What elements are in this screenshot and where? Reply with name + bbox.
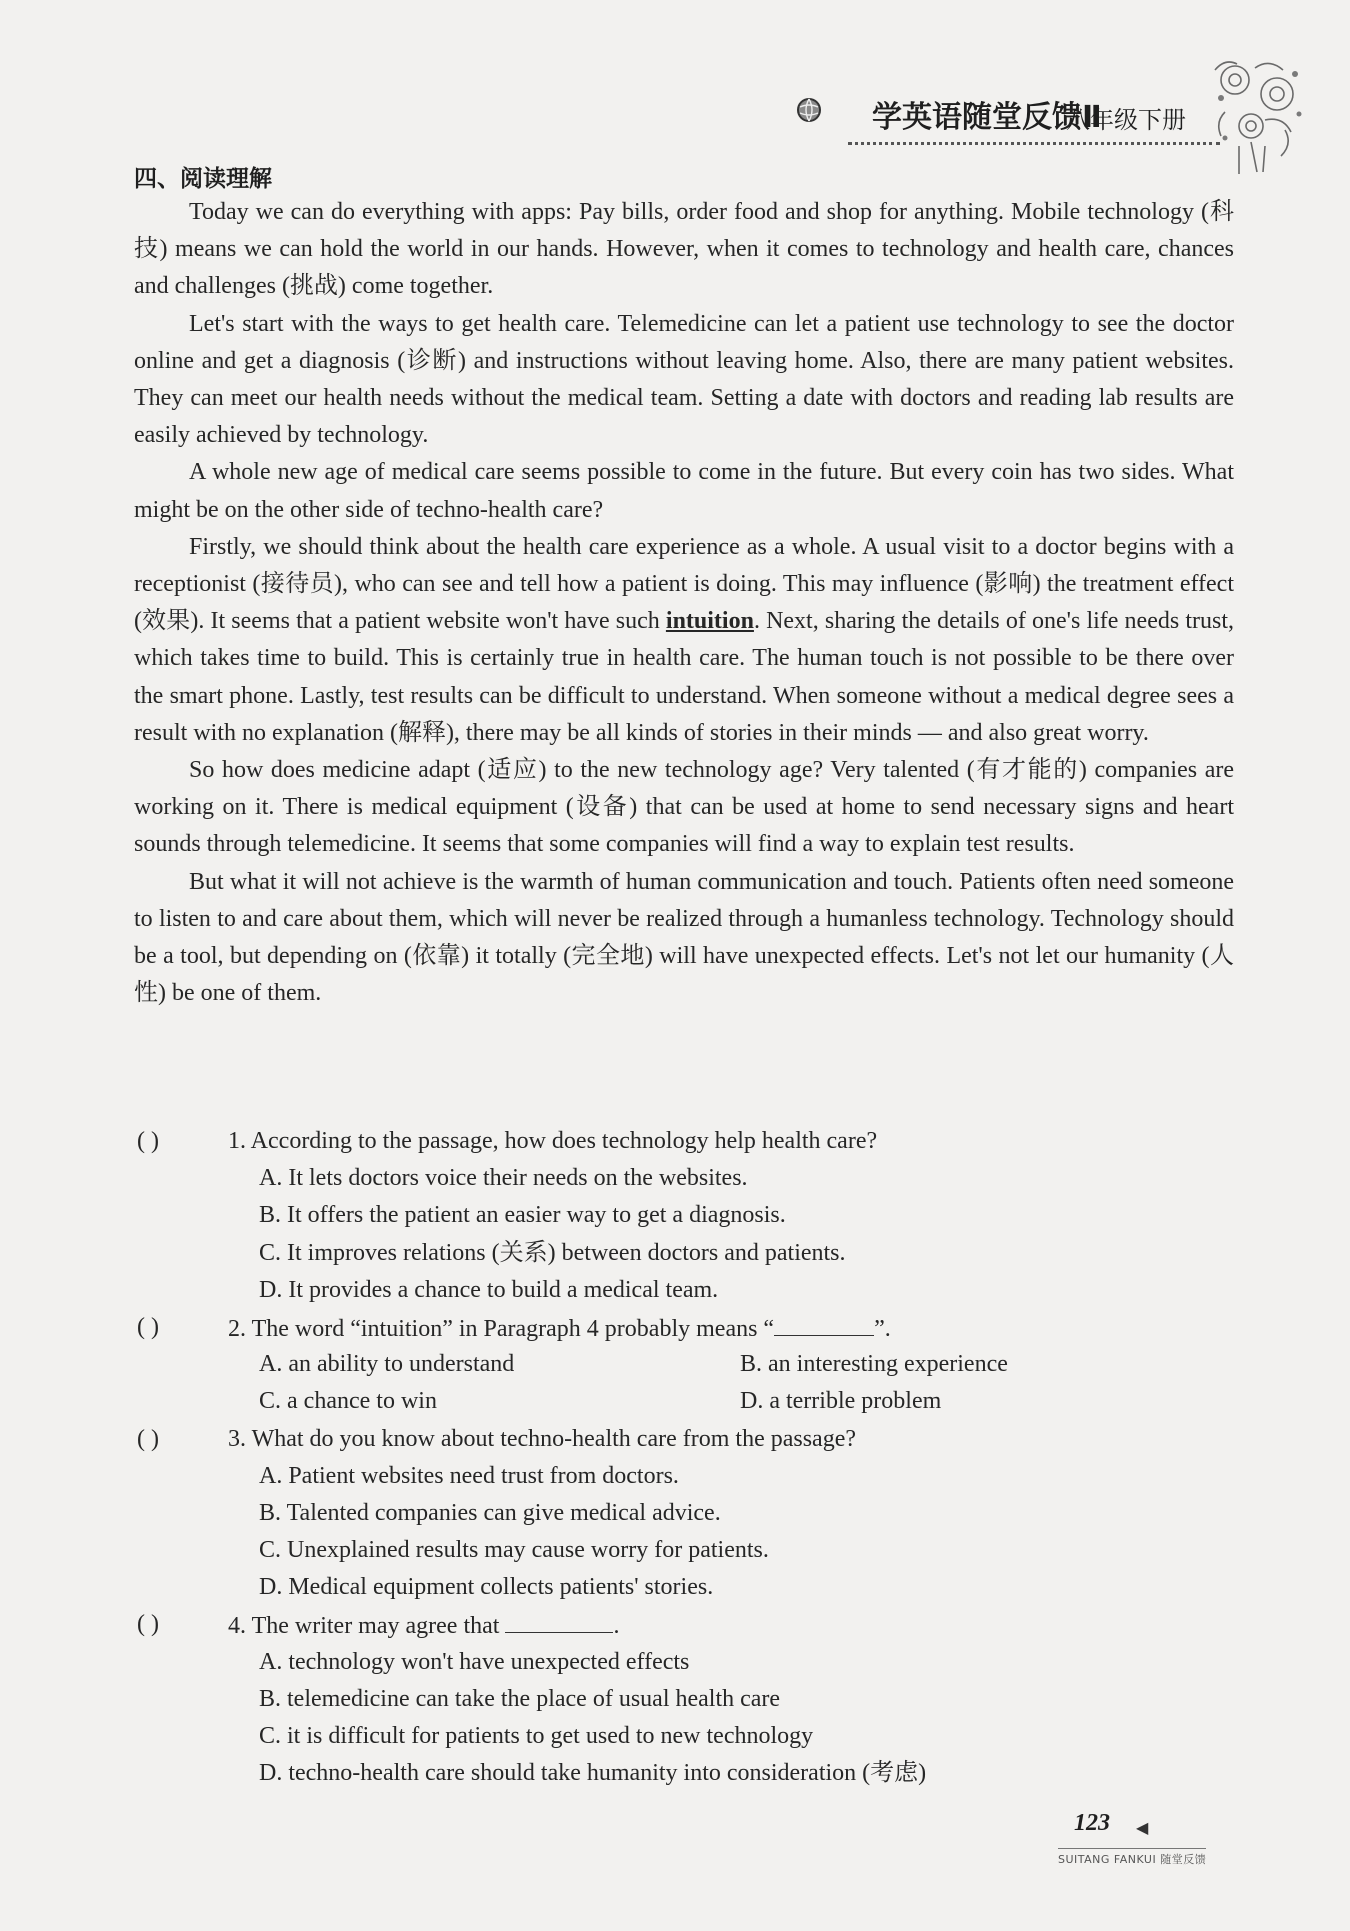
question-2-text — [228, 1309, 891, 1348]
paragraph-4-part-1: Firstly, we should think about the health care experience as a whole. A usual visit to a doctor begins with a receptionist (接待员), who can see and tell how a patient is doing. This may influence (影响) the treatment effect (效果). It seems that a patient website won't have such — [134, 533, 1234, 635]
footer-brand: SUITANG FANKUI 随堂反馈 — [1058, 1848, 1206, 1867]
q2-option-d: D. a terrible problem — [740, 1388, 942, 1415]
passage-paragraph-4 — [134, 529, 1234, 752]
passage-paragraph-6: But what it will not achieve is the warmth of human communication and touch. Patients often need someone to listen to and care about them, which will never be realized through a humanless technology. Technology should be a tool, but depending on (依靠) it totally (完全地) will have unexpected effects. Let's not let our humanity (人性) be one of them. — [134, 868, 1234, 1007]
paragraph-4-part-2: . Next, sharing the details of one's life needs trust, which takes time to build. This is certainly true in health care. The human touch is not possible to be there over the smart phone. Lastly, test results can be difficult to understand. When someone without a medical degree sees a result with no explanation (解释), there may be all kinds of stories in their minds — and also great worry. — [134, 608, 1235, 746]
q4-option-b: B. telemedicine can take the place of usual health care — [259, 1685, 781, 1712]
question-2-text-start: 2. The word “intuition” in Paragraph 4 probably means “ — [228, 1315, 775, 1342]
q2-option-a: A. an ability to understand — [259, 1351, 515, 1378]
grade-label: 八年级下册 — [1066, 106, 1186, 134]
answer-blank-3[interactable]: ( ) — [137, 1425, 159, 1452]
book-title: 学英语随堂反馈Ⅱ — [872, 100, 1102, 135]
question-4-text — [228, 1606, 619, 1645]
header-dotted-divider — [848, 142, 1220, 145]
question-2-text-end: ”. — [874, 1315, 891, 1342]
answer-blank-4[interactable]: ( ) — [137, 1611, 159, 1638]
passage-paragraph-3: A whole new age of medical care seems possible to come in the future. But every coin has two sides. What might be on the other side of techno-health care? — [134, 459, 1234, 523]
question-2 — [134, 1309, 1234, 1346]
flower-decoration-icon — [1195, 50, 1315, 180]
question-4 — [134, 1606, 1234, 1643]
fill-in-blank — [505, 1606, 613, 1633]
answer-blank-1[interactable]: ( ) — [137, 1128, 159, 1154]
q1-option-c: C. It improves relations (关系) between doctors and patients. — [259, 1239, 846, 1266]
q1-option-d: D. It provides a chance to build a medical team. — [259, 1276, 719, 1303]
q1-option-b: B. It offers the patient an easier way to get a diagnosis. — [259, 1202, 786, 1229]
passage-paragraph-5: So how does medicine adapt (适应) to the new technology age? Very talented (有才能的) companies are working on it. There is medical equipment (设备) that can be used at home to send necessary signs and heart sounds through telemedicine. It seems that some companies will find a way to explain test results. — [134, 757, 1234, 858]
question-1 — [134, 1123, 1234, 1160]
q2-option-b: B. an interesting experience — [740, 1351, 1008, 1378]
passage-paragraph-1: Today we can do everything with apps: Pay bills, order food and shop for anything. Mobile technology (科技) means we can hold the world in our hands. However, when it comes to technology and health care, chances and challenges (挑战) come together. — [134, 199, 1234, 300]
question-4-text-start: 4. The writer may agree that — [228, 1613, 506, 1640]
question-4-text-end: . — [613, 1613, 620, 1640]
q4-option-d: D. techno-health care should take humanity into consideration (考虑) — [259, 1760, 927, 1787]
question-3 — [134, 1421, 1234, 1458]
q3-option-a: A. Patient websites need trust from doctors. — [259, 1462, 679, 1489]
reading-passage — [134, 194, 1234, 1012]
keyword-intuition: intuition — [665, 608, 754, 635]
answer-blank-2[interactable]: ( ) — [137, 1313, 159, 1340]
q4-option-c: C. it is difficult for patients to get used to new technology — [259, 1723, 814, 1749]
fill-in-blank — [774, 1309, 874, 1336]
q3-option-c: C. Unexplained results may cause worry for patients. — [259, 1537, 769, 1564]
passage-paragraph-2: Let's start with the ways to get health care. Telemedicine can let a patient use technology to see the doctor online and get a diagnosis (诊断) and instructions without leaving home. Also, there are many patient websites. They can meet our health needs without the medical team. Setting a date with doctors and reading lab results are easily achieved by technology. — [134, 310, 1234, 449]
question-1-text: 1. According to the passage, how does technology help health care? — [228, 1128, 878, 1154]
section-title: 四、阅读理解 — [134, 166, 272, 192]
q1-option-a: A. It lets doctors voice their needs on the websites. — [259, 1165, 748, 1192]
q3-option-b: B. Talented companies can give medical advice. — [259, 1499, 721, 1526]
q4-option-a: A. technology won't have unexpected effects — [259, 1648, 690, 1675]
question-list — [134, 1123, 1234, 1792]
globe-icon — [796, 97, 822, 123]
page-number: 123 — [1074, 1810, 1110, 1836]
question-3-text: 3. What do you know about techno-health care from the passage? — [228, 1425, 857, 1452]
q3-option-d: D. Medical equipment collects patients' stories. — [259, 1574, 714, 1601]
q2-option-c: C. a chance to win — [259, 1388, 437, 1415]
arrow-left-icon: ◀ — [1136, 1820, 1149, 1837]
